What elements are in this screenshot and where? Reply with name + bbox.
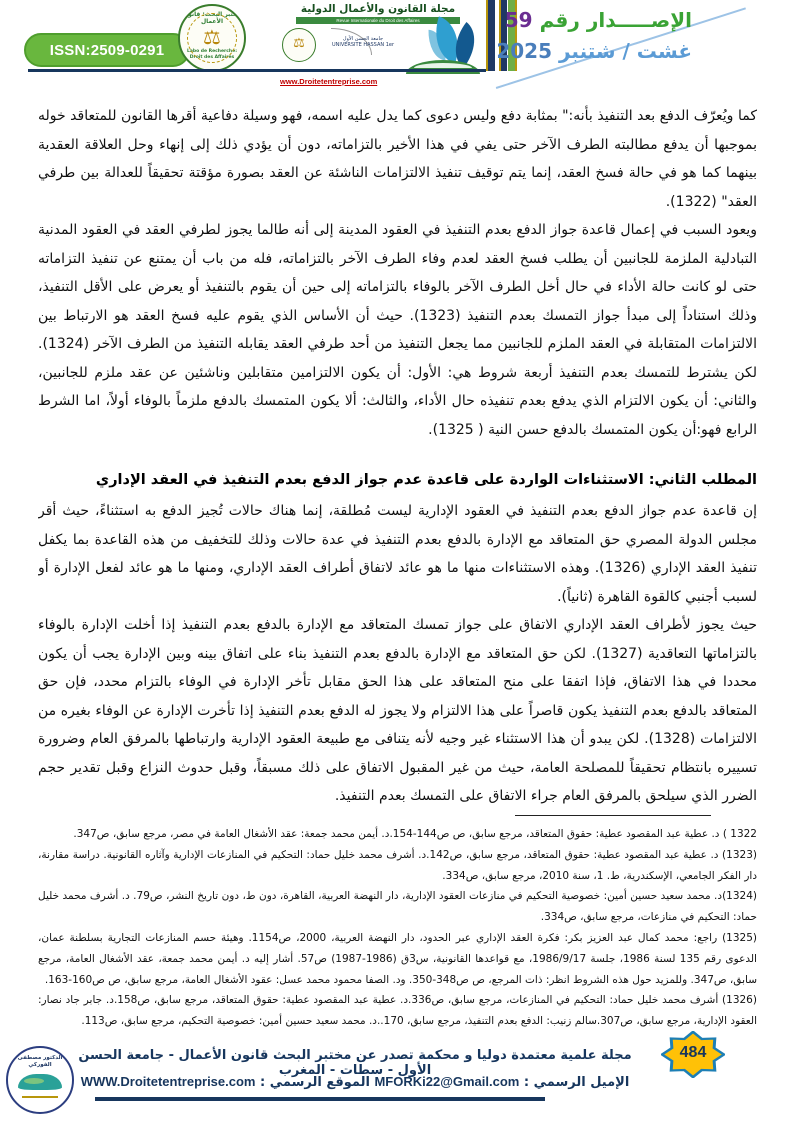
footnote-separator (515, 815, 711, 817)
issue-label: الإصـــــدار رقم (539, 8, 692, 32)
issue-year: 2025 (496, 39, 552, 63)
university-label: جامعة الحسن الأول UNIVERSITE HASSAN 1er (331, 36, 395, 48)
page-content (38, 102, 757, 1028)
footnotes-section (38, 811, 757, 1029)
lab-logo-subtitle: Labo de Recherche: Droit des Affaires (186, 49, 237, 60)
footnote: (1325) راجع: محمد كمال عبد العزيز بكر: فكرة العقد الإداري عبر الحدود، دار النهضة العربية، 2000، ص1154. وهيئة حسم المنازعات التجارية بسلطنة عمان، الدعوى رقم 135 لسنة 1986، جلسة 1986/9/17، مع قواعدها القانونية، س3ق (1986-1987) ص57. أشار إليه د. أيمن محمد جمعة، عقد الأشغال العامة، مرجع سابق، ص347. وللمزيد حول هذه الشروط انظر: ذات المرجع، ص ص348-350. ود. الصفا محمود محمد عسل: عقود الأشغال العامة، مرجع سابق، ص ص160-163. (38, 931, 757, 986)
seal-illustration (18, 1074, 62, 1090)
scales-icon: ⚖ (203, 25, 221, 49)
paragraph: إن قاعدة عدم جواز الدفع بعدم التنفيذ في العقود الإدارية ليست مُطلقة، إنما هناك حالات تُجيز الدفع به استثناءً، حيث أقر مجلس الدولة المصري حق المتعاقد مع الإدارة بالدفع بعدم التنفيذ في عدة حالات وذلك للتخفيف من هذه القاعدة بما يكفل تنفيذ العقد الإداري (1326). وهذه الاستثناءات منها ما هو عائد لاتفاق أطراف العقد الإداري، ومنها ما هو عائد لفعل الإدارة أو لسبب أجنبي كالقوة القاهرة (ثانياً). (38, 503, 757, 605)
footnote: 1322 ) د. عطية عبد المقصود عطية: حقوق المتعاقد، مرجع سابق، ص ص144-154.د. أيمن محمد جمعة: عقد الأشغال العامة في مصر، مرجع سابق، ص347. (73, 828, 757, 840)
paragraph: كما ويُعرّف الدفع بعد التنفيذ بأنه:" بمثابة دفع وليس دعوى كما يدل عليه اسمه، فهو وسيلة دفاعية أقرها القانون للمتعاقد خوله بموجبها أن يدفع مطالبته الطرف الآخر حتى يفي في هذا الأخير بالتزاماته، دون أن يؤدي ذلك إلى إنهاء وحل العلاقة العقدية بينهما كما هو في حالة فسخ العقد، إنما يتم توقيف تنفيذ الالتزامات الناشئة عن العقد بصورة مؤقتة تحقيقاً للعدالة بين طرفي العقد" (1322). (38, 108, 757, 210)
footnote: (1324)د. محمد سعيد حسين أمين: خصوصية التحكيم في منازعات العقود الإدارية، دار النهضة العربية، القاهرة، دون ط، دون تاريخ النشر، ص79. د. أشرف محمد خليل حماد: التحكيم في منازعات، مرجع سابق، ص334. (38, 890, 757, 924)
journal-subtitle-band: Revue Internationale du Droit des Affaires (296, 17, 460, 24)
journal-logo (276, 2, 480, 88)
header-rule (28, 69, 486, 72)
paragraph: حيث يجوز لأطراف العقد الإداري الاتفاق على جواز تمسك المتعاقد مع الإدارة بالدفع بعدم التنفيذ إذا أخلت الإدارة بالوفاء بالتزاماتها التعاقدية (1327). لكن حق المتعاقد مع الإدارة بالدفع بعدم التنفيذ بناء على اتفاق بينه وبين الإدارة يجب أن يكون محددا في هذا الاتفاق، فإذا اتفقا على منح المتعاقد على هذا الحق مقابل تأخر الإدارة في الوفاء بالتزام محدد، فإن حق المتعاقد بالدفع بعدم التنفيذ يكون قاصراً على هذا الالتزام ولا يجوز له الدفع بعدم التنفيذ إذا تأخرت الإدارة عن الوفاء بغيره من الالتزامات (1328). لكن يبدو أن هذا الاستثناء غير وجيه لأنه يتنافى مع طبيعة العقود الإدارية وارتباطها بالمرفق العام وضرورة تسييره بانتظام تحقيقاً للمصلحة العامة، حيث من غير المقبول الاتفاق على ذلك مسبقاً، وقبل حدوث النزاع وقبل تقدير حجم الضرر الذي سيلحق بالمرفق العام جراء الاتفاق على التمسك بعدم التنفيذ. (38, 617, 757, 804)
footnote: (1323) د. عطية عبد المقصود عطية: حقوق المتعاقد، مرجع سابق، ص142.د. أشرف محمد خليل حماد: التحكيم في المنازعات الإدارية وآثاره القانونية. دراسة مقارنة، دار الفكر الجامعي، الإسكندرية، ط. 1، سنة 2010، مرجع سابق، ص334. (38, 848, 757, 882)
footer-rule (95, 1097, 545, 1101)
site-label: الموقع الرسمي : (255, 1075, 370, 1090)
page-header (0, 0, 794, 100)
lab-logo-title: مختبر البحث: قانون الأعمال (183, 11, 241, 25)
issue-months: غشت / شتنبر (558, 39, 692, 63)
seal-decoration (22, 1096, 58, 1098)
page-footer (0, 1028, 794, 1123)
issn-text: ISSN:2509-0291 (49, 41, 165, 59)
page-number-badge (661, 1031, 725, 1078)
section-heading: المطلب الثاني: الاستثناءات الواردة على قاعدة عدم جواز الدفع بعدم التنفيذ في العقد الإداري (95, 472, 757, 488)
issn-badge (24, 33, 190, 67)
lab-logo-ring (187, 13, 237, 63)
page-number: 484 (679, 1044, 707, 1061)
journal-title: مجلة القانون والأعمال الدولية (300, 3, 456, 15)
article-body (38, 102, 757, 811)
site-url: WWW.Droitetentreprise.com (80, 1074, 256, 1089)
paragraph: ويعود السبب في إعمال قاعدة جواز الدفع بعدم التنفيذ في العقود المدينة إلى أنه طالما يجوز لطرفي العقد في العقود المدنية التبادلية الملزمة للجانبين أن يطلب فسخ العقد لعدم وفاء الطرف الآخر بالتزاماته، فله من باب أن يمتنع عن تنفيذ التزاماته حتى لو كانت حالة الأداء في حال أخل الطرف الآخر بالوفاء بالتزاماته إلى حين أن يقوم بالتنفيذ أو يعرض على الأقل التنفيذ، وذلك استناداً إلى مبدأ جواز التمسك بعدم التنفيذ (1323). حيث أن الأساس الذي يقوم عليه فسخ العقد هو الارتباط بين الالتزامات المتقابلة في العقد الملزم للجانبين مما يجعل التنفيذ من أحد طرفي العقد يقابله التنفيذ من الطرف الآخر (1324). لكن يشترط للتمسك بعدم التنفيذ أربعة شروط هي: الأول: أن يكون الالتزامين متقابلين وناشئين عن عقد ملزم للجانبين، والثاني: أن يكون الالتزام الذي يدفع بعدم تنفيذه حال الأداء، والثالث: ألا يكون المتمسك بالدفع ملزماً بالوفاء أولاً، اما الشرط الرابع فهو:أن يكون المتمسك بالدفع حسن النية ( 1325). (38, 222, 757, 438)
journal-accreditation-line: مجلة علمية معتمدة دوليا و محكمة تصدر عن مختبر البحث قانون الأعمال - جامعة الحسن الأول - سطات - المغرب (78, 1048, 632, 1078)
issue-number: 59 (504, 8, 533, 32)
scales-icon: ⚖ (282, 28, 316, 62)
journal-logo-art (276, 24, 480, 68)
email-label: الإميل الرسمي : (519, 1075, 630, 1090)
lab-logo (178, 4, 246, 72)
footnote: (1326) أشرف محمد خليل حماد: التحكيم في المنازعات، مرجع سابق، ص336.د. عطية عبد المقصود عطية: حقوق المتعاقد، مرجع سابق، ص158.د. جابر جاد نصار: العقود الإدارية، مرجع سابق، ص307.سالم زنيب: الدفع بعدم التنفيذ، مرجع سابق، 170..د. محمد سعيد حسين أمين: خصوصية التحكيم، مرجع سابق، ص113. (38, 994, 757, 1028)
issue-info (472, 5, 692, 67)
journal-website-url: www.Droitetentreprise.com (280, 77, 378, 86)
seal-text: الدكتور مصطفى الفوركي (17, 1055, 63, 1068)
email-address: MFORKi22@Gmail.com (374, 1074, 520, 1089)
contact-line (60, 1074, 650, 1090)
